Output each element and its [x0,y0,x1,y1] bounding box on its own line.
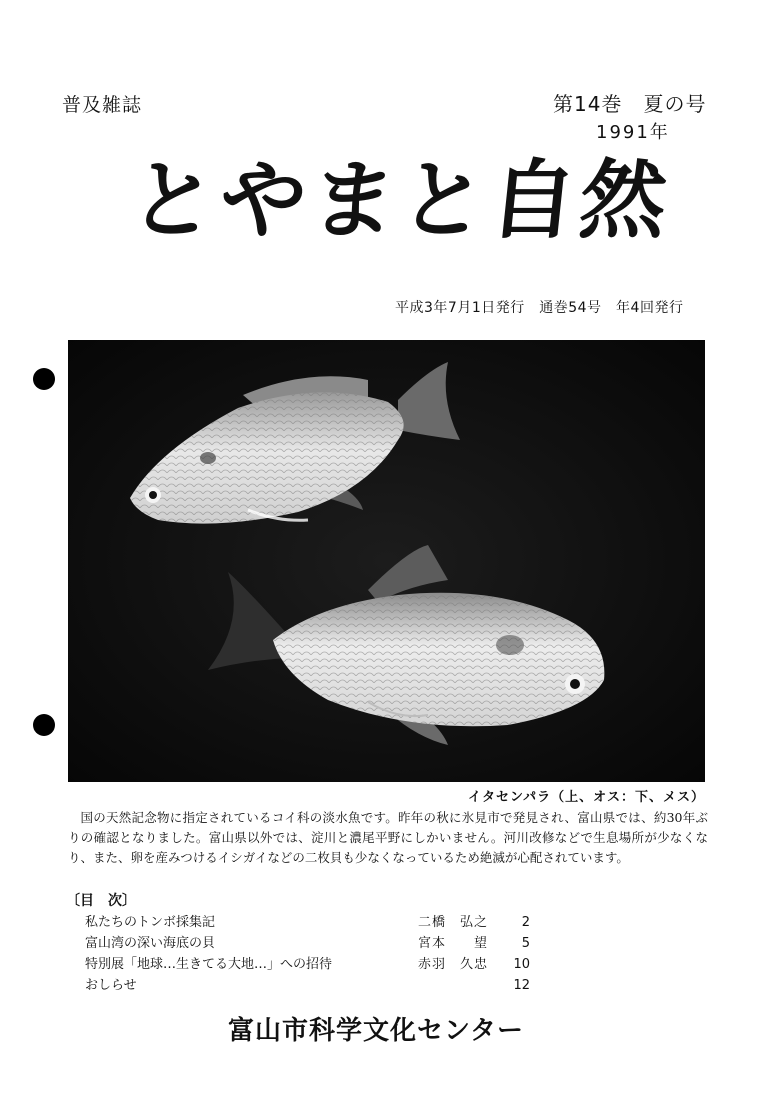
magazine-title: とやまと自然 [124,150,676,251]
toc-item-page: 12 [513,978,530,993]
species-description: 国の天然記念物に指定されているコイ科の淡水魚です。昨年の秋に氷見市で発見され、富山県では、約30年ぶりの確認となりました。富山県以外では、淀川と濃尾平野にしかいません。河川改修などで生息場所が少なくなり、また、卵を産みつけるイシガイなどの二枚貝も少なくなっているため絶滅が心配されています。 [68,810,708,865]
publication-info: 平成3年7月1日発行 通巻54号 年4回発行 [395,300,684,316]
genre-label: 普及雑誌 [62,94,143,116]
punch-hole-bottom [33,714,55,736]
publisher-name: 富山市科学文化センター [228,1016,524,1046]
toc-item-author: 二橋 弘之 [418,915,489,930]
toc-heading: 〔目 次〕 [66,893,136,909]
toc-item-title: 特別展「地球…生きてる大地…」への招待 [85,957,333,972]
toc-item-title: 私たちのトンボ採集記 [85,915,216,930]
toc-item-page: 2 [521,915,530,930]
fish-photo-illustration [68,340,705,782]
toc-item-page: 5 [521,936,530,951]
cover-photo [68,340,705,782]
toc-item-author: 赤羽 久忠 [418,957,489,972]
toc-item[interactable] [85,975,545,996]
publication-year: 1991年 [596,122,670,143]
toc-item[interactable] [85,912,545,933]
toc-item[interactable] [85,954,545,975]
volume-issue: 第14巻 夏の号 [553,92,707,116]
toc-item-title: 富山湾の深い海底の貝 [85,936,216,951]
table-of-contents [85,912,545,996]
toc-item[interactable] [85,933,545,954]
punch-hole-top [33,368,55,390]
photo-caption: イタセンパラ（上、オス：下、メス） [468,790,705,805]
toc-item-page: 10 [513,957,530,972]
toc-item-title: おしらせ [85,978,137,993]
toc-item-author: 宮本 望 [418,936,489,951]
